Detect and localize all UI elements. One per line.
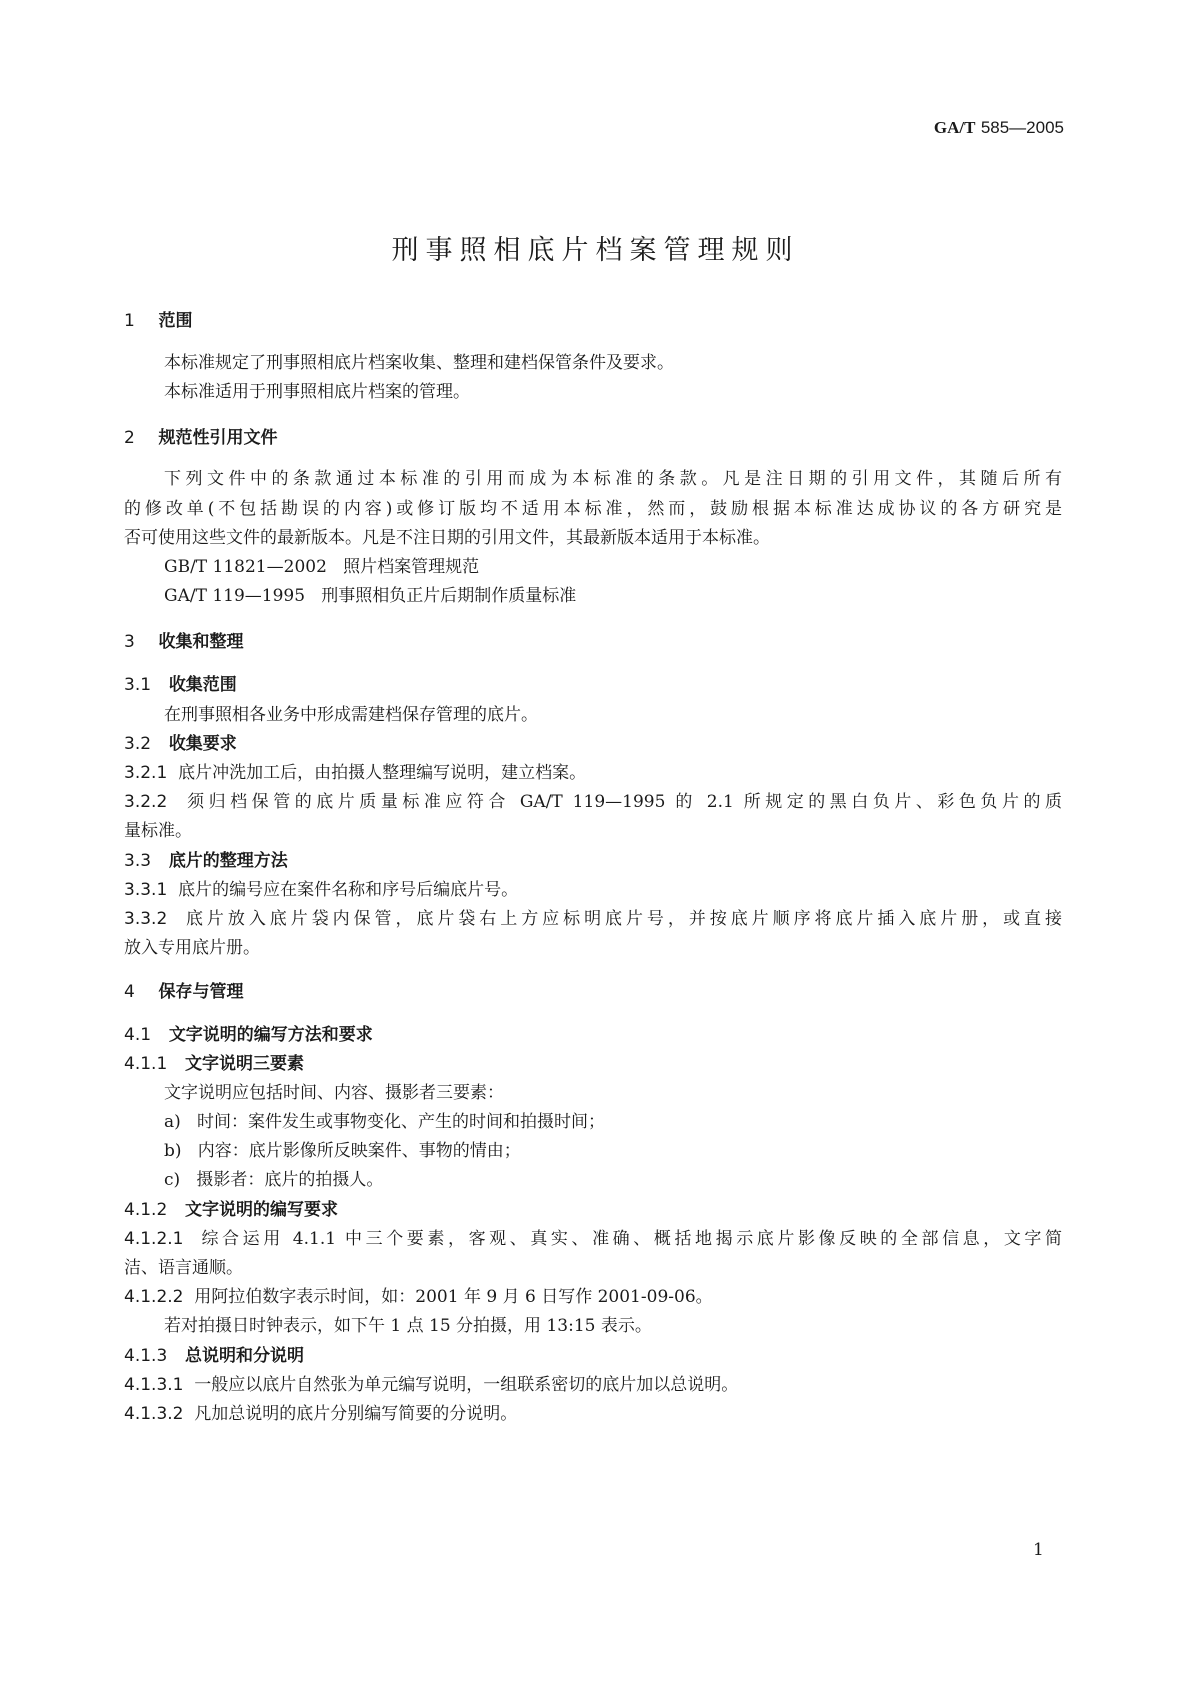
subsection-3-3-heading xyxy=(124,846,288,871)
section-title: 规范性引用文件 xyxy=(158,428,278,448)
clause-number: 4.1.2.2 xyxy=(124,1287,184,1307)
paragraph: 本标准适用于刑事照相底片档案的管理。 xyxy=(164,382,470,402)
clause-4-1-2-1 xyxy=(124,1224,1062,1249)
reference-name: 照片档案管理规范 xyxy=(343,557,480,577)
page-number: 1 xyxy=(1033,1540,1044,1560)
subsection-title: 底片的整理方法 xyxy=(168,851,288,871)
clause-number: 4.1.2.1 xyxy=(124,1229,184,1249)
subsection-4-1-heading xyxy=(124,1020,373,1045)
paragraph: 本标准规定了刑事照相底片档案收集、整理和建档保管条件及要求。 xyxy=(164,353,674,373)
section-number: 2 xyxy=(124,428,135,448)
clause-continuation: 量标准。 xyxy=(124,821,192,841)
subsection-number: 3.3 xyxy=(124,851,152,871)
section-1-heading xyxy=(124,306,193,331)
clause-number: 3.2.1 xyxy=(124,763,168,783)
subsection-title: 总说明和分说明 xyxy=(185,1346,305,1366)
reference-item xyxy=(164,581,576,606)
paragraph-line: 否可使用这些文件的最新版本。凡是不注日期的引用文件，其最新版本适用于本标准。 xyxy=(124,528,770,548)
list-label: c) xyxy=(164,1170,181,1190)
subsection-4-1-2-heading xyxy=(124,1195,338,1220)
clause-3-2-2 xyxy=(124,787,1062,812)
subsection-3-2-heading xyxy=(124,729,237,754)
clause-3-3-1 xyxy=(124,875,518,900)
subsection-number: 4.1.1 xyxy=(124,1054,168,1074)
section-title: 收集和整理 xyxy=(158,632,244,652)
clause-number: 3.3.2 xyxy=(124,909,168,929)
list-text: 摄影者：底片的拍摄人。 xyxy=(196,1170,384,1190)
reference-item xyxy=(164,552,479,577)
section-2-heading xyxy=(124,423,278,448)
paragraph: 在刑事照相各业务中形成需建档保存管理的底片。 xyxy=(164,705,538,725)
paragraph: 若对拍摄日时钟表示，如下午 1 点 15 分拍摄，用 13:15 表示。 xyxy=(164,1316,652,1336)
list-label: a) xyxy=(164,1112,181,1132)
clause-number: 3.3.1 xyxy=(124,880,168,900)
subsection-number: 4.1.2 xyxy=(124,1200,168,1220)
list-text: 时间：案件发生或事物变化、产生的时间和拍摄时间； xyxy=(197,1112,605,1132)
clause-number: 4.1.3.1 xyxy=(124,1375,184,1395)
paragraph-line: 下列文件中的条款通过本标准的引用而成为本标准的条款。凡是注日期的引用文件，其随后所有 xyxy=(164,469,1062,489)
reference-code: GB/T 11821—2002 xyxy=(164,557,327,577)
section-3-heading xyxy=(124,627,244,652)
section-number: 1 xyxy=(124,311,135,331)
subsection-3-1-heading xyxy=(124,670,237,695)
subsection-4-1-3-heading xyxy=(124,1341,304,1366)
subsection-title: 收集要求 xyxy=(168,734,237,754)
clause-number: 4.1.3.2 xyxy=(124,1404,184,1424)
list-item xyxy=(164,1107,605,1132)
section-4-heading xyxy=(124,977,244,1002)
subsection-title: 收集范围 xyxy=(168,675,237,695)
paragraph-line: 的修改单(不包括勘误的内容)或修订版均不适用本标准，然而，鼓励根据本标准达成协议的各方研究是 xyxy=(124,499,1062,519)
standard-code-prefix: GA/T xyxy=(933,118,976,137)
clause-text: 底片的编号应在案件名称和序号后编底片号。 xyxy=(178,880,519,900)
section-number: 3 xyxy=(124,632,135,652)
subsection-number: 4.1.3 xyxy=(124,1346,168,1366)
list-label: b) xyxy=(164,1141,182,1161)
clause-text: 一般应以底片自然张为单元编写说明，一组联系密切的底片加以总说明。 xyxy=(194,1375,739,1395)
subsection-title: 文字说明的编写要求 xyxy=(185,1200,339,1220)
clause-continuation: 放入专用底片册。 xyxy=(124,938,260,958)
standard-code xyxy=(934,118,1064,138)
section-number: 4 xyxy=(124,982,135,1002)
clause-continuation: 洁、语言通顺。 xyxy=(124,1258,243,1278)
clause-text: 综合运用 4.1.1 中三个要素，客观、真实、准确、概括地揭示底片影像反映的全部信息，文字简 xyxy=(201,1229,1062,1249)
standard-code-number: 585—2005 xyxy=(980,118,1064,137)
clause-number: 3.2.2 xyxy=(124,792,168,812)
clause-text: 用阿拉伯数字表示时间，如：2001 年 9 月 6 日写作 2001-09-06。 xyxy=(194,1287,713,1307)
subsection-number: 3.2 xyxy=(124,734,152,754)
paragraph: 文字说明应包括时间、内容、摄影者三要素： xyxy=(164,1083,504,1103)
subsection-title: 文字说明三要素 xyxy=(185,1054,305,1074)
clause-text: 底片冲洗加工后，由拍摄人整理编写说明，建立档案。 xyxy=(178,763,587,783)
section-title: 范围 xyxy=(158,311,193,331)
clause-4-1-3-2 xyxy=(124,1399,517,1424)
clause-text: 底片放入底片袋内保管，底片袋右上方应标明底片号，并按底片顺序将底片插入底片册，或直接 xyxy=(185,909,1063,929)
list-text: 内容：底片影像所反映案件、事物的情由； xyxy=(197,1141,521,1161)
clause-3-2-1 xyxy=(124,758,586,783)
clause-text: 须归档保管的底片质量标准应符合 GA/T 119—1995 的 2.1 所规定的黑白负片、彩色负片的质 xyxy=(187,792,1062,812)
subsection-number: 3.1 xyxy=(124,675,152,695)
subsection-number: 4.1 xyxy=(124,1025,152,1045)
reference-name: 刑事照相负正片后期制作质量标准 xyxy=(321,586,577,606)
subsection-title: 文字说明的编写方法和要求 xyxy=(168,1025,373,1045)
list-item xyxy=(164,1136,521,1161)
clause-text: 凡加总说明的底片分别编写简要的分说明。 xyxy=(194,1404,518,1424)
document-title: 刑事照相底片档案管理规则 xyxy=(391,235,800,266)
reference-code: GA/T 119—1995 xyxy=(164,586,306,606)
clause-3-3-2 xyxy=(124,904,1062,929)
list-item xyxy=(164,1165,383,1190)
clause-4-1-2-2 xyxy=(124,1282,713,1307)
clause-4-1-3-1 xyxy=(124,1370,738,1395)
section-title: 保存与管理 xyxy=(158,982,244,1002)
subsection-4-1-1-heading xyxy=(124,1049,304,1074)
